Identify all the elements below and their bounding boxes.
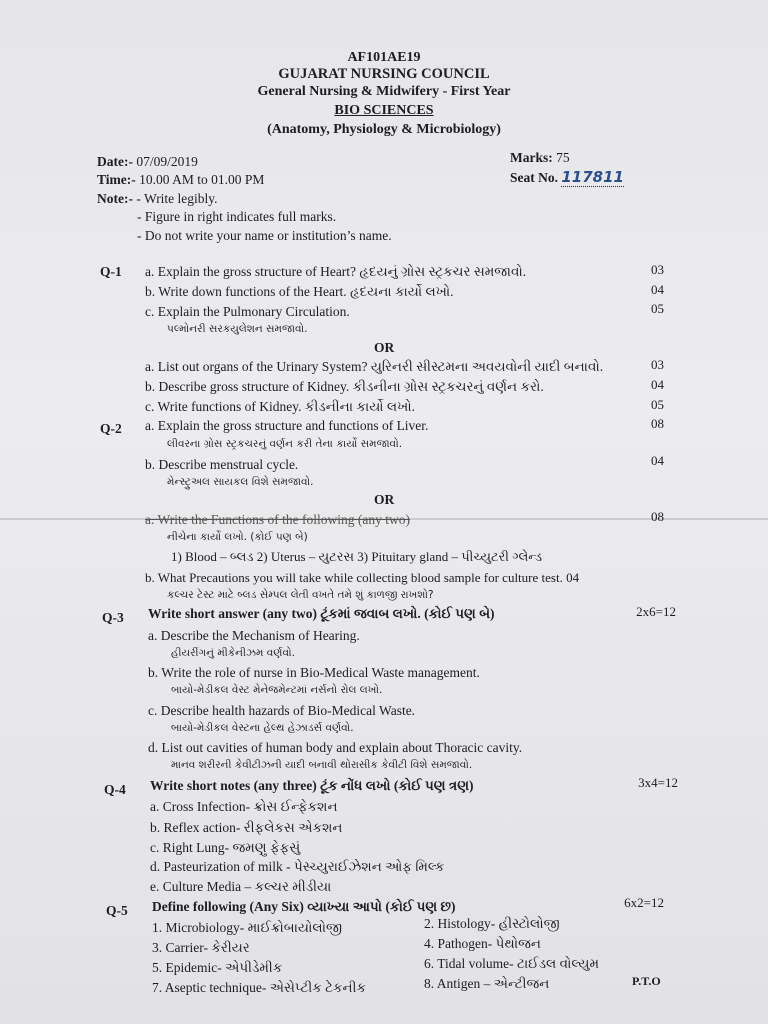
q5-item-7: 7. Aseptic technique- એસેપ્ટીક ટેકનીક xyxy=(152,980,366,995)
note-line-3: - Do not write your name or institution’s name. xyxy=(137,228,392,243)
q1-b-marks: 04 xyxy=(651,282,664,297)
q3-b-gujarati: બાયો-મેડીકલ વેસ્ટ મેનેજમેન્ટમાં નર્સનો રોલ લખો. xyxy=(171,684,383,696)
q1-or: OR xyxy=(374,340,395,355)
council-name: GUJARAT NURSING COUNCIL xyxy=(278,66,490,82)
q1-alt-a: a. List out organs of the Urinary System? યુરિનરી સીસ્ટમના અવયવોની યાદી બનાવો. xyxy=(145,359,604,374)
q3-a: a. Describe the Mechanism of Hearing. xyxy=(148,628,360,643)
q1-a: a. Explain the gross structure of Heart? હૃદયનું ગ્રોસ સ્ટ્રકચર સમજાવો. xyxy=(145,264,527,279)
subject-title: BIO SCIENCES xyxy=(334,103,434,118)
q3-d-gujarati: માનવ શરીરની કેવીટીઝની યાદી બનાવી થોરાસીક કેવીટી વિશે સમજાવો. xyxy=(171,759,473,771)
q2-alt-a-items: 1) Blood – બ્લડ 2) Uterus – યુટરસ 3) Pituitary gland – પીચ્યુટરી ગ્લેન્ડ xyxy=(171,549,542,564)
q4-title: Write short notes (any three) ટૂંક નોંધ લખો (કોઈ પણ ત્રણ) xyxy=(150,778,474,793)
q1-alt-c-marks: 05 xyxy=(651,397,664,412)
q1-alt-b: b. Describe gross structure of Kidney. કીડનીના ગ્રોસ સ્ટ્રકચરનું વર્ણન કરો. xyxy=(145,379,544,394)
q4-e: e. Culture Media – કલ્ચર મીડીયા xyxy=(150,879,332,894)
subject-topics: (Anatomy, Physiology & Microbiology) xyxy=(267,122,501,137)
q5-item-4: 4. Pathogen- પેથોજન xyxy=(424,936,541,951)
q5-item-5: 5. Epidemic- એપીડેમીક xyxy=(152,960,283,975)
q2-number: Q-2 xyxy=(100,421,122,436)
q2-b: b. Describe menstrual cycle. xyxy=(145,457,299,472)
q4-c: c. Right Lung- જમણુ ફેફસું xyxy=(150,840,301,855)
pto-label: P.T.O xyxy=(632,974,661,988)
q1-c-marks: 05 xyxy=(651,301,664,316)
q2-alt-a-gujarati: નીચેના કાર્યો લખો. (કોઈ પણ બે) xyxy=(167,531,308,543)
seat-number: Seat No. 117811 xyxy=(510,168,624,186)
q5-title: Define following (Any Six) વ્યાખ્યા આપો (કોઈ પણ છ) xyxy=(152,899,456,914)
paper-code: AF101AE19 xyxy=(347,50,421,65)
course-name: General Nursing & Midwifery - First Year xyxy=(257,84,511,99)
q4-d: d. Pasteurization of milk - પેસ્ચ્યુરાઈઝેશન ઓફ મિલ્ક xyxy=(150,859,445,874)
q1-c: c. Explain the Pulmonary Circulation. xyxy=(145,304,350,319)
q1-alt-c: c. Write functions of Kidney. કીડનીના કાર્યો લખો. xyxy=(145,399,415,414)
q5-number: Q-5 xyxy=(106,903,128,918)
exam-time: Time:- 10.00 AM to 01.00 PM xyxy=(97,172,265,187)
q2-alt-a: a. Write the Functions of the following (any two) xyxy=(145,512,411,527)
q2-a: a. Explain the gross structure and functions of Liver. xyxy=(145,418,429,433)
q3-c: c. Describe health hazards of Bio-Medical Waste. xyxy=(148,703,416,718)
note-line-1: Note:- - Write legibly. xyxy=(97,191,218,206)
q1-number: Q-1 xyxy=(100,264,122,279)
q4-a: a. Cross Infection- ક્રોસ ઈન્ફેકશન xyxy=(150,799,338,814)
q5-item-2: 2. Histology- હીસ્ટોલોજી xyxy=(424,916,560,931)
q3-title: Write short answer (any two) ટૂંકમાં જવાબ લખો. (કોઈ પણ બે) xyxy=(148,606,495,621)
q2-alt-b: b. What Precautions you will take while collecting blood sample for culture test. 04 xyxy=(145,570,580,585)
q1-b: b. Write down functions of the Heart. હૃદયના કાર્યો લખો. xyxy=(145,284,454,299)
q2-a-marks: 08 xyxy=(651,416,664,431)
q1-alt-a-marks: 03 xyxy=(651,357,664,372)
q2-alt-b-gujarati: કલ્ચર ટેસ્ટ માટે બ્લડ સેમ્પલ લેતી વખતે તમે શું કાળજી રાખશો? xyxy=(167,589,434,601)
q3-d: d. List out cavities of human body and explain about Thoracic cavity. xyxy=(148,740,523,755)
q2-a-gujarati: લીવરના ગ્રોસ સ્ટ્રકચરનું વર્ણન કરી તેના કાર્યો સમજાવો. xyxy=(167,438,403,450)
q3-marks: 2x6=12 xyxy=(636,604,676,619)
q5-item-6: 6. Tidal volume- ટાઈડલ વોલ્યુમ xyxy=(424,956,599,971)
note-line-2: - Figure in right indicates full marks. xyxy=(137,209,337,224)
total-marks: Marks: 75 xyxy=(510,150,570,165)
exam-date: Date:- 07/09/2019 xyxy=(97,154,198,169)
q1-c-gujarati: પલ્મોનરી સરકયુલેશન સમજાવો. xyxy=(167,323,308,335)
q2-b-marks: 04 xyxy=(651,453,664,468)
q1-alt-b-marks: 04 xyxy=(651,377,664,392)
q1-a-marks: 03 xyxy=(651,262,664,277)
q5-item-3: 3. Carrier- કેરીયર xyxy=(152,940,250,955)
q2-alt-a-marks: 08 xyxy=(651,509,664,524)
q5-item-1: 1. Microbiology- માઈક્રોબાયોલોજી xyxy=(152,920,342,935)
q4-b: b. Reflex action- રીફલેકસ એકશન xyxy=(150,820,343,835)
q4-marks: 3x4=12 xyxy=(638,775,678,790)
q2-or: OR xyxy=(374,492,395,507)
q2-b-gujarati: મેન્સ્ટ્રુઅલ સાયકલ વિશે સમજાવો. xyxy=(167,476,314,488)
q5-marks: 6x2=12 xyxy=(624,895,664,910)
q3-c-gujarati: બાયો-મેડીકલ વેસ્ટના હેલ્થ હેઝાડર્સ વર્ણવો. xyxy=(171,722,354,734)
q3-b: b. Write the role of nurse in Bio-Medical Waste management. xyxy=(148,665,480,680)
q3-number: Q-3 xyxy=(102,610,124,625)
q3-a-gujarati: હીયરીંગનું મીકેનીઝમ વર્ણવો. xyxy=(171,647,295,659)
q5-item-8: 8. Antigen – એન્ટીજન xyxy=(424,976,550,991)
q4-number: Q-4 xyxy=(104,782,126,797)
seat-number-handwritten: 117811 xyxy=(561,168,624,186)
